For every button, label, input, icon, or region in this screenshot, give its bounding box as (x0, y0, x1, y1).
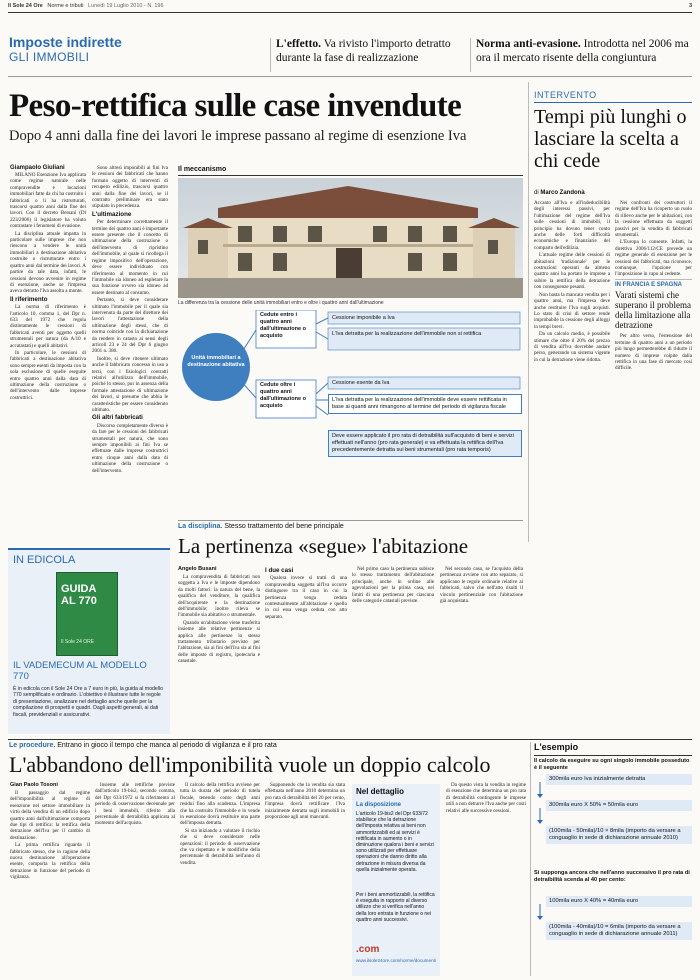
main-paragraph: Pertanto, si deve considerare ultimato l'immobile per il quale sia intervenuta da parte del direttore dei lavori l'attestazione della ultimazione degli stessi, che di norma coincide con la dichiarazione da rendere in catasto ai sensi degli articoli 23 e 24 del Dpr 6 giugno 2001 n. 380. (92, 297, 168, 355)
intervento-rule (534, 102, 692, 103)
bottom-kicker-text: Entrano in gioco il tempo che manca al periodo di vigilanza e il pro rata (57, 742, 277, 749)
photo-window (443, 253, 457, 271)
connector-top-r2 (316, 332, 328, 339)
disciplina-byline: Angelo Busani (178, 566, 217, 572)
photo-window (443, 226, 457, 242)
disciplina-column-2 (265, 566, 347, 734)
disciplina-subhead: I due casi (265, 567, 294, 574)
esempio-mid: Si supponga ancora che nell'anno successivo il pro rata di detraibilità scenda al 40 per cento: (534, 870, 690, 883)
disciplina-paragraph: Nel secondo caso, se l'acquisto della pertinenza avviene con atto separato, si applicano le regole ordinarie relative ai fabbricati, salvo che nell'atto risulti il vincolo pertinenziale con l'abitazione già acquistata. (440, 566, 523, 605)
intervento-byline (534, 190, 585, 196)
intervento-paragraph: Da un calcolo medio, è possibile stimare che oltre il 20% del prezzo di vendita all'Iva dovrebbe andare perso, generando un sistema vigente in cui la detrazione viene ridotta. (534, 331, 610, 363)
dettaglio-text: L'articolo 19-bis2 del Dpr 633/72 stabilisce che la detrazione dell'imposta relativa ai beni non ammortizzabili ed ai servizi è rettificata in aumento o in diminuzione qualora i beni e servizi sono utilizzati per effettuare operazioni che danno diritto alla detrazione in misura diversa da quella inizialmente operata. (356, 811, 434, 873)
intervento-column-b (615, 200, 692, 540)
disciplina-rule (178, 520, 523, 521)
esempio-step-2: 300mila euro X 50% = 50mila euro (546, 800, 692, 811)
intervento-byline-name: Marco Zandonà (540, 190, 585, 196)
bottom-column-1 (10, 790, 90, 976)
page-number: 3 (688, 3, 692, 9)
disciplina-paragraph: Qualora invece si tratti di una compravendita soggetta all'Iva occorre distinguere tra il caso in cui la pertinenza venga ceduta contestualmente all'abitazione e quello in cui essa venga ceduta con atto separato. (265, 575, 347, 620)
photo-window (238, 253, 252, 271)
masthead (8, 3, 692, 12)
intervento-paragraph: L'Europa lo consente. Infatti, la direttiva 2006/112/CE prevede un regime generale di esenzione per le cessioni dei fabbricati, ma riconosce, comunque, l'opzione per l'imposizione in capo al cedente. (615, 239, 692, 278)
intervento-headline: Tempi più lunghi o lasciare la scelta a chi cede (534, 106, 687, 172)
connector-top-r1 (316, 318, 328, 324)
photo-ground (178, 278, 523, 298)
pullquote-text: Varati sistemi che superano il problema della limitazione alla detrazione (615, 290, 691, 331)
result-box-4: L'Iva detratta per la realizzazione dell'immobile deve essere rettificata in base ai quanti anni rimangono al termine del periodo di vigilanza fiscale (328, 394, 522, 414)
main-column-2 (92, 165, 168, 544)
bottom-column-3 (180, 782, 260, 976)
vademecum-cover-publisher: Il Sole 24 ORE (61, 639, 95, 645)
photo-window (273, 253, 287, 271)
section-subtitle: GLI IMMOBILI (9, 50, 90, 64)
photo-door (336, 248, 362, 278)
main-byline: Giampaolo Giuliani (10, 165, 65, 171)
bottom-paragraph: Insieme alle rettifiche previste dall'articolo 19-bis2, secondo comma, del Dpr 633/1972 si fa riferimento al periodo di osservazione decennale per i beni immobili, riferito alla percentuale di detraibilità applicata al momento dell'acquisto. (95, 782, 175, 827)
dettaglio-label: Nel dettaglio (356, 787, 405, 796)
result-3-label: Cessione esente da Iva (332, 380, 390, 386)
flow-arrow-head (537, 794, 543, 798)
bottom-column-5 (446, 782, 526, 976)
masthead-logo: Il Sole 24 Ore (8, 3, 43, 9)
intervento-paragraph: Nei confronti dei costruttori il regime dell'Iva ha ricoperto un ruolo di rilievo anche per le abitazioni, con la cessione effettuata da soggetti passivi per la vendita di fabbricati strumentali. (615, 200, 692, 239)
pullquote-rule (615, 279, 692, 280)
mechanism-caption: La differenza tra la cessione delle unità immobiliari entro e oltre i quattro anni dall'ultimazione (178, 300, 384, 306)
disciplina-column-3 (352, 566, 434, 734)
disciplina-paragraph: Quando un'abitazione viene trasferita insieme alle relative pertinenze si applica alle pertinenze lo stesso trattamento tributario previsto per l'abitazione, sia ai fini dell'Iva sia ai fini delle imposte di registro, ipotecaria e catastale. (178, 619, 260, 665)
bottom-column-4 (265, 782, 345, 976)
masthead-rule (8, 12, 692, 13)
disciplina-kicker-text: Stesso trattamento del bene principale (224, 523, 344, 530)
bottom-byline: Gian Paolo Tosoni (10, 782, 58, 788)
intervento-paragraph: L'attuale regime delle cessioni di abitazioni 'tradizionale' per le costruzioni operanti da almeno quattro anni ha portato le imprese a subire la rettifica della detrazione con conseguenze pesanti. (534, 252, 610, 291)
flow-arrow-head (537, 916, 543, 920)
esempio-title: L'esempio (534, 742, 579, 752)
result-1-label: Cessione imponibile a Iva (332, 315, 395, 321)
photo-window (238, 226, 252, 242)
bottom-headline: L'abbandono dell'imponibilità vuole un doppio calcolo (9, 752, 491, 777)
disciplina-paragraph: Nel primo caso la pertinenza subisce lo stesso trattamento dell'abitazione principale, anche in ordine alle agevolazioni per la prima casa, nei limiti di una pertinenza per ciascuna delle categorie catastali previste. (352, 566, 434, 605)
pullquote-label: IN FRANCIA E SPAGNA (615, 281, 683, 288)
dettaglio-text-2: Per i beni ammortizzabili, la rettifica è eseguita in rapporto al diverso utilizzo che si verifica nell'anno della loro entrata in funzione o nei quattro anni successivi. (356, 892, 435, 923)
dettaglio-box (352, 784, 440, 976)
section-title: Imposte indirette (9, 34, 122, 50)
vademecum-box[interactable] (8, 548, 170, 734)
main-paragraph: Sono altresì imponibili ai fini Iva le cessioni dei fabbricati che hanno formato oggetto di interventi di recupero edilizio, trascorsi quattro anni dalla fine dei lavori, se il contratto preliminare era stato stipulato in precedenza. (92, 165, 168, 210)
masthead-date: Lunedì 19 Luglio 2010 - N. 196 (88, 3, 164, 9)
photo-window (408, 226, 422, 242)
connector-bottom-r5 (316, 406, 328, 415)
esempio-step-1: 300mila euro Iva inizialmente detratta (546, 774, 692, 785)
main-subhead: L'ultimazione (92, 210, 132, 218)
bottom-paragraph: Il passaggio dal regime dell'imponibilità al regime di esenzione nel settore immobiliare in virtù della vendita di un edificio dopo quattro anni dall'ultimazione comporta due tipi di rettifica: la rettifica della detrazione dell'Iva per il cambio di destinazione. (10, 790, 90, 841)
bottom-paragraph: Supponendo che la vendita sia stata effettuata nell'anno 2010 determina un pro rata di detraibilità del 20 per cento, l'impresa dovrà rettificare l'Iva inizialmente detratta sugli immobili in proporzione agli anni mancanti. (265, 782, 345, 821)
esempio-step-4: 100mila euro X 40% = 40mila euro (546, 896, 692, 907)
photo-window (408, 253, 422, 271)
disciplina-column-4 (440, 566, 523, 734)
main-deck: Dopo 4 anni dalla fine dei lavori le imprese passano al regime di esenzione Iva (9, 128, 467, 144)
esempio-step-5: (100mila - 40mila)/10 = 6mila (importo da versare a conguaglio in sede di dichiarazione annuale 2011) (546, 922, 692, 940)
esempio-step-3: (100mila - 50mila)/10 × 8mila (importo da versare a conguaglio in sede di dichiarazione annuale 2010) (546, 826, 692, 844)
result-box-5: Deve essere applicato il pro rata di detraibilità sull'acquisto di beni e servizi effettuati nell'anno (pro rata generale) e va effettuata la rettifica dell'Iva precedentemente detratta sui beni strumentali (pro rata temporis) (328, 430, 522, 457)
photo-balcony (223, 244, 473, 247)
intervento-divider (528, 82, 529, 542)
intervento-paragraph: Accanto all'Iva e all'indeducibilità degli interessi passivi, per l'ultimazione del regime dell'Iva sulle cessioni di immobili, il principio ha dovuto tener conto anche delle forti difficoltà economiche e finanziarie del comparto dell'edilizia. (534, 200, 610, 251)
bottom-rule (8, 739, 692, 740)
esempio-rule (534, 755, 692, 756)
main-subhead: Il riferimento (10, 295, 48, 303)
mechanism-title: Il meccanismo (178, 166, 227, 173)
photo-window (308, 226, 322, 242)
dettaglio-subhead: La disposizione (356, 802, 402, 808)
result-2-label: L'Iva detratta per la realizzazione dell'immobile non si rettifica (332, 331, 482, 337)
left-top-label: Cedute entro i quattro anni dall'ultimazione o acquisto (260, 312, 306, 339)
teaser-antievasion-bold: Norma anti-evasione. (476, 38, 581, 50)
disciplina-paragraph: La compravendita di fabbricati non soggetta a Iva e le imposte dipendono da molti fattori: la natura del bene, la qualifica del venditore, la qualifica dell'acquirente e la destinazione dell'immobile; inoltre rileva se l'immobile sia abitativo o strumentale. (178, 574, 260, 619)
esempio-intro: Il calcolo da eseguire su ogni singolo immobile posseduto è il seguente (534, 758, 690, 771)
bottom-paragraph: Si sta iniziando a valutare il rischio che si deve considerare nelle operazioni: il periodo di osservazione che va rispettato e le modifiche della percentuale di detraibilità nell'anno di vendita. (180, 827, 260, 866)
vademecum-headline: IL VADEMECUM AL MODELLO 770 (13, 660, 147, 682)
connector-bottom-r3 (316, 383, 328, 394)
intervento-label: INTERVENTO (534, 90, 597, 100)
mechanism-rule (178, 175, 523, 176)
photo-window (198, 240, 208, 254)
vademecum-text: È in edicola con il Sole 24 Ore a 7 euro in più, la guida al modello 770 semplificato e ordinario. L'obiettivo è illustrare tutte le regole di presentazione, analizzare nel dettaglio anche quelle per la compilazione di prospetti e quadri. Dagli aspetti generali, ai dati fiscali, previdenziali e assicurativi. (13, 686, 163, 718)
main-paragraph: In particolare, le cessioni di fabbricati a destinazione abitativa sono sempre esenti da imposta con la sola esclusione di quelle eseguite entro quattro anni dalla data di ultimazione della costruzione o dell'intervento dalle imprese costruttrici. (10, 349, 86, 401)
main-paragraph: La norma di riferimento è l'articolo 10, comma 1, del Dpr n. 633 del 1972 che regola distintamente le cessioni di fabbricati aventi per oggetto quelli strumentali per natura (da A/10 e accatastati) e quelli abitativi. (10, 304, 86, 349)
esempio-divider (530, 742, 531, 976)
main-column-1 (10, 172, 86, 544)
disciplina-headline: La pertinenza «segue» l'abitazione (178, 534, 469, 558)
hub-label: Unità immobiliari a destinazione abitativa (187, 355, 245, 368)
teaser-effect-bold: L'effetto. (276, 38, 322, 50)
main-paragraph: MILANO Esenzione Iva applicata come regime naturale nelle compravendite e locazioni immobiliari fatte da chi ha costruito i fabbricati o li ha ristrutturati, trascorsi quattro anni dalla fine dei lavori. Con il decreto Bersani (Dl 223/2006) il legislatore ha voluto contrastare i fenomeni di evasione. (10, 172, 86, 230)
teaser-effect-text: Va rivisto l'importo detratto durante la fase di realizzazione (276, 38, 451, 64)
teaser-antievasion-text: Introdotta nel 2006 ma ora il mercato risente della congiuntura (476, 38, 689, 64)
left-bottom-label: Cedute oltre i quattro anni dall'ultimazione o acquisto (260, 382, 306, 409)
vademecum-label: IN EDICOLA (13, 554, 76, 566)
main-subhead: Gli altri fabbricati (92, 414, 143, 422)
vademecum-cover-title: GUIDA AL 770 (61, 583, 97, 607)
bottom-paragraph: Da questo vista la vendita in regime di esenzione che determina un pro rata di detraibilità contingente le imprese utili a non detrarre l'Iva anche per costi relativi alle successive cessioni. (446, 782, 526, 814)
photo-window (488, 240, 498, 254)
disciplina-kicker (178, 523, 344, 530)
section-divider (270, 38, 271, 72)
intervento-byline-pre: di (534, 190, 539, 196)
intervento-paragraph: Per altro verso, l'estensione del termine di quattro anni a un periodo più lungo permetterebbe di ridurre il numero di imprese colpite dalla rettifica in una fase di mercato così difficile. (615, 333, 692, 372)
dettaglio-web-link[interactable]: www.ilsole24ore.com/norme/documenti (356, 958, 436, 963)
main-headline: Peso-rettifica sulle case invendute (9, 88, 462, 124)
bottom-paragraph: Il calcolo della rettifica avviene per tutta la durata del periodo di tutela fiscale, tenendo conto degli anni residui fino alla scadenza. L'impresa che ha costruito l'immobile e lo vende in esenzione dovrà restituire una parte dell'imposta detratta. (180, 782, 260, 827)
disciplina-kicker-bold: La disciplina. (178, 523, 223, 530)
main-paragraph: Per determinare correttamente il termine dei quattro anni è importante essere presente che il concetto di ultimazione della costruzione o dell'intervento di ripristino dell'immobile, al quale si ricollega il regime impositivo dell'operazione, deve essere individuato con riferimento al momento in cui l'immobile sia idoneo ad espletare la sua funzione ovvero sia idoneo ad essere destinato al consumo. (92, 219, 168, 296)
main-paragraph: Inoltre, si deve ritenere ultimato anche il fabbricato concesso in uso a terzi, con i fisiologici contratti relativi all'utilizzo dell'immobile, poiché lo stesso, pur in assenza della formale attestazione di ultimazione dei lavori, si presume che abbia le caratteristiche per essere considerato ultimato. (92, 355, 168, 414)
bottom-kicker-bold: Le procedure. (9, 742, 56, 749)
intervento-paragraph: Non basta la mancata vendita per i quattro anni, ma l'impresa deve anche restituire l'Iva sugli acquisti. Lo stato di crisi di settore rende improbabile la cessione degli alloggi in tempi brevi. (534, 291, 610, 330)
bottom-kicker (9, 742, 277, 749)
main-paragraph: Discorso completamente diverso è da fare per le cessioni dei fabbricati strumentali per natura, che sono sempre imponibili ai fini Iva se effettuate dalle imprese costruttrici entro cinque anni dalla data di ultimazione della costruzione o dell'intervento. (92, 422, 168, 474)
main-paragraph: La disciplina attuale impatta in particolare sulle imprese che non riescono a vendere le unità immobiliari a destinazione abitativa costruite o ristrutturate entro i quattro anni dal termine dei lavori. A partire da tale data, infatti, le cessioni devono avvenire in regime di esenzione, anche se l'impresa aveva detratto l'Iva assolta a monte. (10, 230, 86, 295)
photo-window (373, 226, 387, 242)
photo-window (273, 226, 287, 242)
dettaglio-web-badge[interactable]: .com (356, 944, 380, 955)
intervento-column-a (534, 200, 610, 540)
disciplina-column-1 (178, 574, 260, 734)
teaser-antievasion (476, 37, 692, 65)
header-rule (8, 76, 692, 77)
bottom-paragraph: La prima rettifica riguarda il fabbricato stesso, che in ragione della nuova destinazione all'operazione esente, comporta la rettifica della detrazione in funzione del periodo di vigilanza. (10, 842, 90, 881)
flow-arrow-head (537, 820, 543, 824)
teaser-effect (276, 37, 466, 65)
section-divider-2 (470, 38, 471, 72)
bottom-column-2 (95, 782, 175, 976)
masthead-section: Norme e tributi (47, 3, 84, 9)
vademecum-cover[interactable] (56, 572, 118, 656)
building-photo (178, 178, 523, 298)
